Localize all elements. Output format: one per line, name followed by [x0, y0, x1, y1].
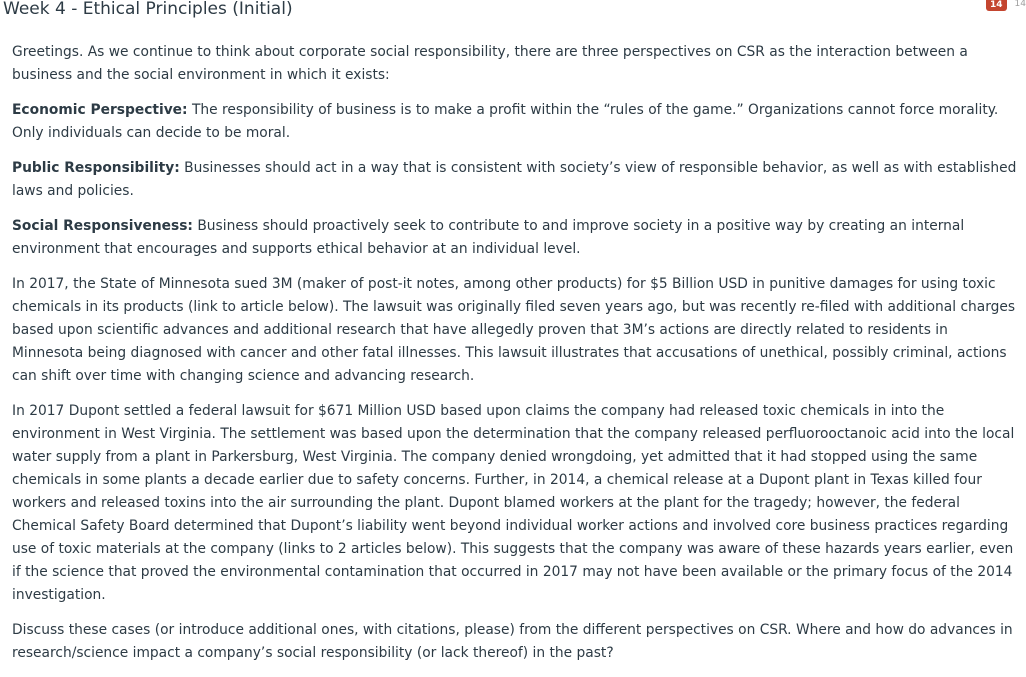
perspective-text: The responsibility of business is to make a profit within the “rules of the game.” Organizations cannot force morality. Only individuals can decide to be moral.	[12, 102, 999, 141]
total-count: 14	[1014, 0, 1026, 9]
perspective-text: Business should proactively seek to contribute to and improve society in a positive way by creating an internal environment that encourages and supports ethical behavior at an individual level.	[12, 218, 965, 257]
perspective-term: Public Responsibility:	[12, 160, 180, 176]
perspective-social	[12, 215, 1022, 261]
page-title: Week 4 - Ethical Principles (Initial)	[3, 0, 293, 19]
perspective-public	[12, 157, 1022, 203]
intro-paragraph: Greetings. As we continue to think about corporate social responsibility, there are three perspectives on CSR as the interaction between a business and the social environment in which it exists:	[12, 44, 968, 83]
perspective-term: Social Responsiveness:	[12, 218, 193, 234]
discussion-prompt: Discuss these cases (or introduce additional ones, with citations, please) from the different perspectives on CSR. Where and how do advances in research/science impact a company’s social responsibility (or lack thereof) in the past?	[12, 622, 1013, 661]
unread-count-badge[interactable]: 14	[986, 0, 1007, 11]
case-3m-paragraph: In 2017, the State of Minnesota sued 3M (maker of post-it notes, among other products) for $5 Billion USD in punitive damages for using toxic chemicals in its products (link to article below). The lawsuit was originally filed seven years ago, but was recently re-filed with additional charges based upon scientific advances and additional research that have allegedly proven that 3M’s actions are directly related to residents in Minnesota being diagnosed with cancer and other fatal illnesses. This lawsuit illustrates that accusations of unethical, possibly criminal, actions can shift over time with changing science and advancing research.	[12, 276, 1016, 384]
reply-counts	[986, 0, 1026, 11]
discussion-body	[12, 41, 1022, 677]
perspective-term: Economic Perspective:	[12, 102, 188, 118]
case-dupont-paragraph: In 2017 Dupont settled a federal lawsuit for $671 Million USD based upon claims the company had released toxic chemicals in into the environment in West Virginia. The settlement was based upon the determination that the company released perfluorooctanoic acid into the local water supply from a plant in Parkersburg, West Virginia. The company denied wrongdoing, yet admitted that it had stopped using the same chemicals in some plants a decade earlier due to safety concerns. Further, in 2014, a chemical release at a Dupont plant in Texas killed four workers and released toxins into the air surrounding the plant. Dupont blamed workers at the plant for the tragedy; however, the federal Chemical Safety Board determined that Dupont’s liability went beyond individual worker actions and involved core business practices regarding use of toxic materials at the company (links to 2 articles below). This suggests that the company was aware of these hazards years earlier, even if the science that proved the environmental contamination that occurred in 2017 may not have been available or the primary focus of the 2014 investigation.	[12, 403, 1015, 603]
perspective-text: Businesses should act in a way that is consistent with society’s view of responsible behavior, as well as with established laws and policies.	[12, 160, 1017, 199]
perspective-economic	[12, 99, 1022, 145]
